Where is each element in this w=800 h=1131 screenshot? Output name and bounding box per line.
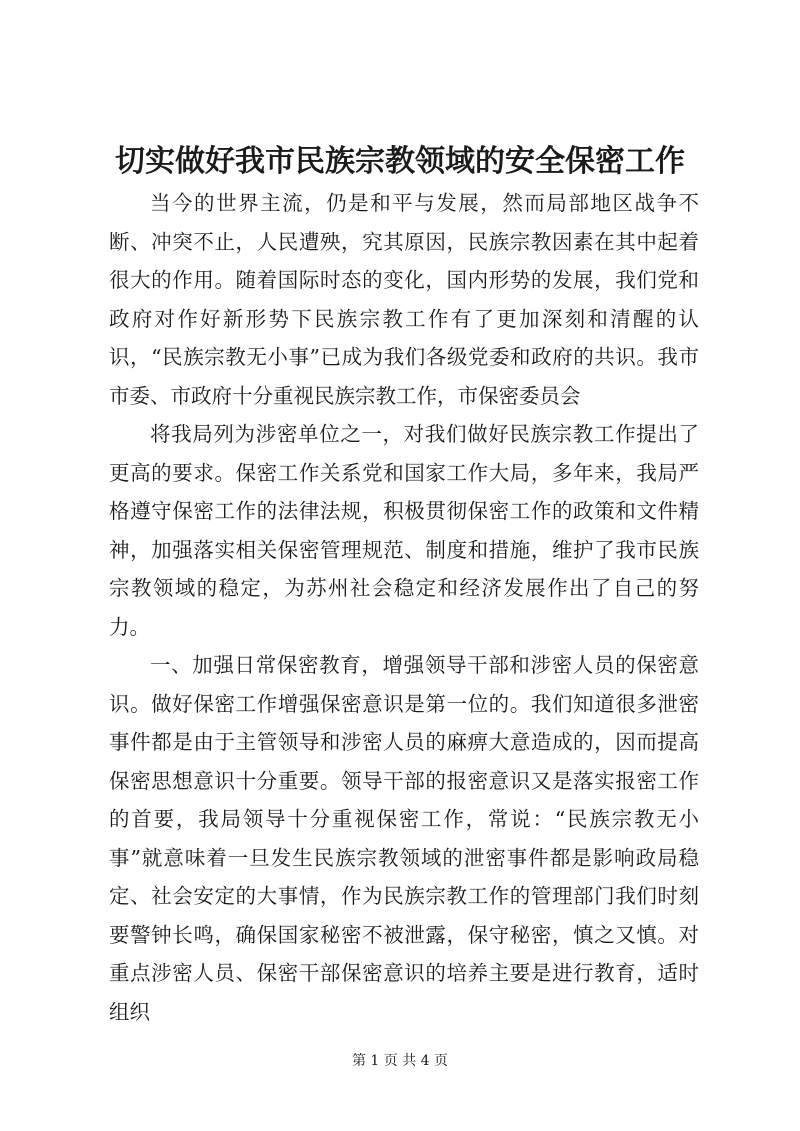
paragraph-1: 当今的世界主流，仍是和平与发展，然而局部地区战争不断、冲突不止，人民遭殃，究其原因，民族宗教因素在其中起着很大的作用。随着国际时态的变化，国内形势的发展，我们党和政府对作好新形势下民族宗教工作有了更加深刻和清醒的认识，“民族宗教无小事”已成为我们各级党委和政府的共识。我市市委、市政府十分重视民族宗教工作，市保密委员会 — [109, 191, 699, 408]
page-number-footer: 第 1 页 共 4 页 — [351, 1053, 449, 1069]
document-title: 切实做好我市民族宗教领域的安全保密工作 — [115, 144, 685, 179]
document-body — [109, 184, 699, 1031]
paragraph-3: 一、加强日常保密教育，增强领导干部和涉密人员的保密意识。做好保密工作增强保密意识是第一位的。我们知道很多泄密事件都是由于主管领导和涉密人员的麻痹大意造成的，因而提高保密思想意识十分重要。领导干部的报密意识又是落实报密工作的首要，我局领导十分重视保密工作，常说：“民族宗教无小事”就意味着一旦发生民族宗教领域的泄密事件都是影响政局稳定、社会安定的大事情，作为民族宗教工作的管理部门我们时刻要警钟长鸣，确保国家秘密不被泄露，保守秘密，慎之又慎。对重点涉密人员、保密干部保密意识的培养主要是进行教育，适时组织 — [109, 653, 699, 1024]
paragraph-2: 将我局列为涉密单位之一，对我们做好民族宗教工作提出了更高的要求。保密工作关系党和国家工作大局，多年来，我局严格遵守保密工作的法律法规，积极贯彻保密工作的政策和文件精神，加强落实相关保密管理规范、制度和措施，维护了我市民族宗教领域的稳定，为苏州社会稳定和经济发展作出了自己的努力。 — [109, 422, 699, 639]
